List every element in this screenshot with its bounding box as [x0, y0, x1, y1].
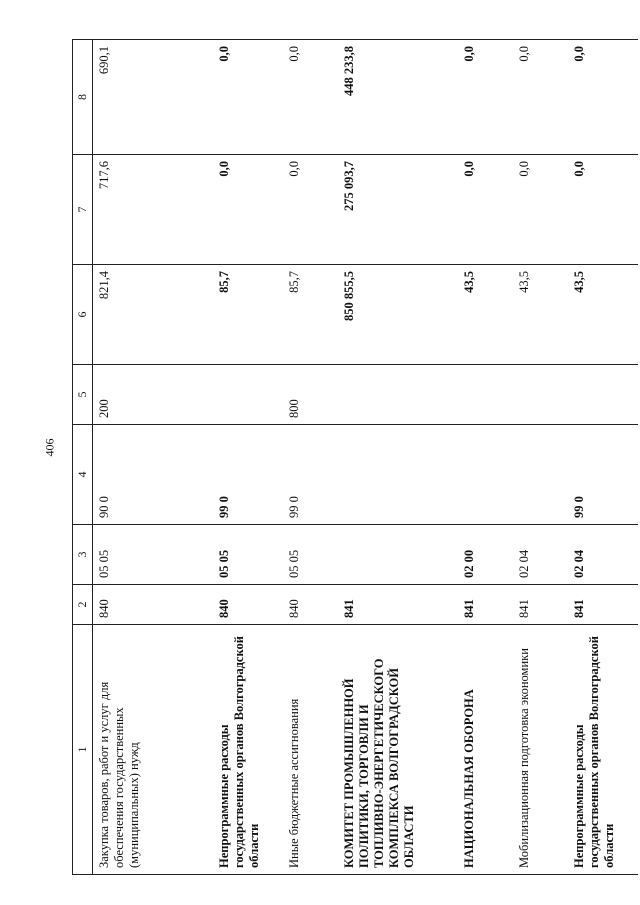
- table-row: [93, 40, 213, 875]
- row-value-2: 0,0: [458, 155, 513, 265]
- table-header-row: [73, 40, 93, 875]
- header-col-1: 1: [73, 625, 93, 875]
- row-value-2: 275 093,7: [338, 155, 458, 265]
- row-target: 99 0: [283, 425, 338, 525]
- row-value-3: 0,0: [213, 40, 283, 155]
- row-type: 800: [283, 365, 338, 425]
- row-name: КОМИТЕТ ПРОМЫШЛЕННОЙ ПОЛИТИКИ, ТОРГОВЛИ И ТОПЛИВНО-ЭНЕРГЕТИЧЕСКОГО КОМПЛЕКСА ВОЛГОГРАДСКОЙ ОБЛАСТИ: [338, 625, 458, 875]
- table-row: [513, 40, 568, 875]
- row-value-2: 0,0: [513, 155, 568, 265]
- row-code: 841: [513, 585, 568, 625]
- row-section: [338, 525, 458, 585]
- row-section: 05 05: [283, 525, 338, 585]
- row-name: Закупка товаров, работ и услуг для обеспечения государственных (муниципальных) нужд: [93, 625, 213, 875]
- row-target: 99 0: [213, 425, 283, 525]
- table-row: [458, 40, 513, 875]
- row-value-3: 690,1: [93, 40, 213, 155]
- row-target: [338, 425, 458, 525]
- row-value-2: 0,0: [568, 155, 638, 265]
- row-section: 05 05: [213, 525, 283, 585]
- row-value-1: 821,4: [93, 265, 213, 365]
- budget-table: [72, 39, 638, 875]
- row-section: 02 00: [458, 525, 513, 585]
- header-col-7: 7: [73, 155, 93, 265]
- header-col-5: 5: [73, 365, 93, 425]
- row-target: [458, 425, 513, 525]
- row-type: [513, 365, 568, 425]
- row-value-1: 43,5: [458, 265, 513, 365]
- row-value-1: 85,7: [213, 265, 283, 365]
- row-name: Непрограммные расходы государственных органов Волгоградской области: [568, 625, 638, 875]
- header-col-4: 4: [73, 425, 93, 525]
- row-code: 841: [338, 585, 458, 625]
- table-row: [338, 40, 458, 875]
- row-target: 99 0: [568, 425, 638, 525]
- row-code: 840: [283, 585, 338, 625]
- row-name: Мобилизационная подготовка экономики: [513, 625, 568, 875]
- row-target: [513, 425, 568, 525]
- row-type: 200: [93, 365, 213, 425]
- row-code: 841: [568, 585, 638, 625]
- row-name: Иные бюджетные ассигнования: [283, 625, 338, 875]
- row-name: Непрограммные расходы государственных органов Волгоградской области: [213, 625, 283, 875]
- row-name: НАЦИОНАЛЬНАЯ ОБОРОНА: [458, 625, 513, 875]
- row-value-3: 0,0: [283, 40, 338, 155]
- row-code: 840: [213, 585, 283, 625]
- row-value-3: 0,0: [568, 40, 638, 155]
- header-col-3: 3: [73, 525, 93, 585]
- row-value-2: 0,0: [283, 155, 338, 265]
- row-value-1: 43,5: [513, 265, 568, 365]
- table-row: [568, 40, 638, 875]
- header-col-2: 2: [73, 585, 93, 625]
- row-section: 05 05: [93, 525, 213, 585]
- row-section: 02 04: [513, 525, 568, 585]
- table-row: [283, 40, 338, 875]
- row-type: [213, 365, 283, 425]
- row-value-3: 0,0: [513, 40, 568, 155]
- row-target: 90 0: [93, 425, 213, 525]
- row-type: [458, 365, 513, 425]
- rotated-table-container: [72, 40, 632, 875]
- row-value-2: 717,6: [93, 155, 213, 265]
- row-value-1: 85,7: [283, 265, 338, 365]
- row-value-2: 0,0: [213, 155, 283, 265]
- row-value-1: 43,5: [568, 265, 638, 365]
- row-code: 841: [458, 585, 513, 625]
- header-col-6: 6: [73, 265, 93, 365]
- row-code: 840: [93, 585, 213, 625]
- header-col-8: 8: [73, 40, 93, 155]
- table-row: [213, 40, 283, 875]
- row-value-1: 850 855,5: [338, 265, 458, 365]
- row-type: [568, 365, 638, 425]
- page-number: 406: [42, 438, 57, 457]
- row-value-3: 448 233,8: [338, 40, 458, 155]
- row-section: 02 04: [568, 525, 638, 585]
- row-value-3: 0,0: [458, 40, 513, 155]
- row-type: [338, 365, 458, 425]
